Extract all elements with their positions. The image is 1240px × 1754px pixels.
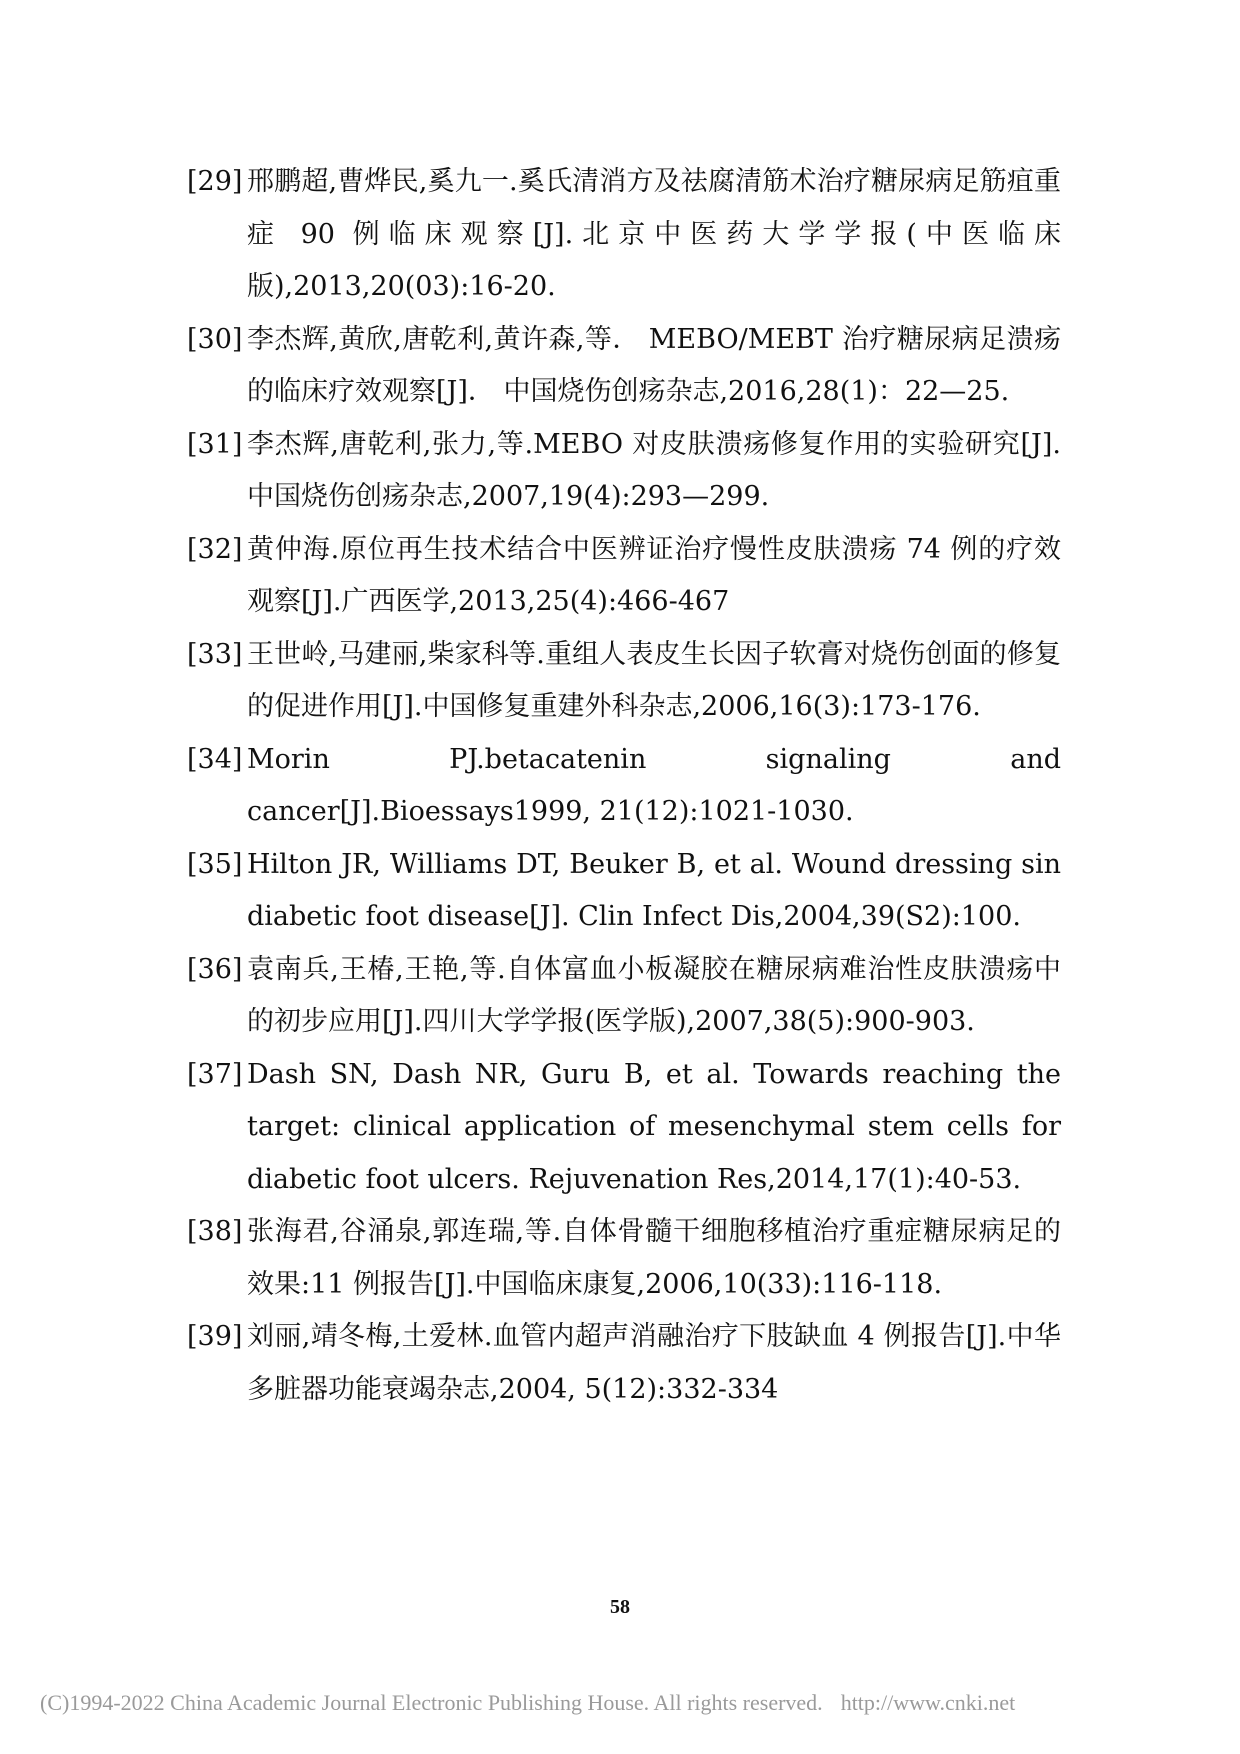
reference-number: [37]: [187, 1058, 243, 1090]
reference-number: [29]: [187, 166, 243, 197]
reference-item-30: [187, 314, 1061, 419]
reference-text: 王世岭,马建丽,柴家科等.重组人表皮生长因子软膏对烧伤创面的修复的促进作用[J].中国修复重建外科杂志,2006,16(3):173-176.: [247, 638, 1061, 722]
reference-number: [33]: [187, 638, 243, 670]
reference-number: [32]: [187, 533, 243, 565]
reference-item-29: [187, 156, 1061, 314]
reference-item-32: [187, 524, 1061, 629]
reference-text: 李杰辉,黄欣,唐乾利,黄许森,等． MEBO/MEBT 治疗糖尿病足溃疡的临床疗效观察[J]． 中国烧伤创疡杂志,2016,28(1)：22—25.: [247, 323, 1061, 407]
reference-item-34: [187, 734, 1061, 839]
reference-item-31: [187, 419, 1061, 524]
reference-number: [38]: [187, 1216, 243, 1247]
reference-text: 李杰辉,唐乾利,张力,等.MEBO 对皮肤溃疡修复作用的实验研究[J].中国烧伤创疡杂志,2007,19(4):293—299.: [247, 428, 1061, 512]
reference-text: Hilton JR, Williams DT, Beuker B, et al. Wound dressing sin diabetic foot disease[J]. Clin Infect Dis,2004,39(S2):100.: [247, 848, 1061, 932]
reference-number: [34]: [187, 743, 243, 775]
reference-text: 刘丽,靖冬梅,土爱林.血管内超声消融治疗下肢缺血 4 例报告[J].中华多脏器功能衰竭杂志,2004, 5(12):332-334: [247, 1321, 1061, 1405]
reference-item-35: [187, 839, 1061, 944]
reference-text: 张海君,谷涌泉,郭连瑞,等.自体骨髓干细胞移植治疗重症糖尿病足的效果:11 例报告[J].中国临床康复,2006,10(33):116-118.: [247, 1216, 1061, 1300]
reference-text: Morin PJ.betacatenin signaling and cancer[J].Bioessays1999, 21(12):1021-1030.: [247, 743, 1061, 827]
reference-item-39: [187, 1311, 1061, 1416]
copyright-footer: [40, 1690, 1015, 1716]
reference-item-37: [187, 1049, 1061, 1207]
footer-url: http://www.cnki.net: [840, 1690, 1016, 1715]
reference-list: [187, 156, 1061, 1416]
reference-text: 袁南兵,王椿,王艳,等.自体富血小板凝胶在糖尿病难治性皮肤溃疡中的初步应用[J].四川大学学报(医学版),2007,38(5):900-903.: [247, 953, 1061, 1037]
copyright-text: (C)1994-2022 China Academic Journal Electronic Publishing House. All rights reserved.: [40, 1690, 823, 1715]
reference-number: [30]: [187, 323, 243, 355]
reference-item-38: [187, 1206, 1061, 1311]
reference-text: Dash SN, Dash NR, Guru B, et al. Towards reaching the target: clinical application of mesenchymal stem cells for diabetic foot ulcers. Rejuvenation Res,2014,17(1):40-53.: [247, 1058, 1061, 1195]
reference-number: [31]: [187, 428, 243, 460]
reference-number: [39]: [187, 1321, 243, 1352]
page-number: 58: [610, 1596, 630, 1618]
reference-text: 黄仲海.原位再生技术结合中医辨证治疗慢性皮肤溃疡 74 例的疗效观察[J].广西医学,2013,25(4):466-467: [247, 533, 1061, 617]
reference-text: 邢鹏超,曹烨民,奚九一.奚氏清消方及祛腐清筋术治疗糖尿病足筋疽重症 90 例临床观察[J].北京中医药大学学报(中医临床版),2013,20(03):16-20.: [247, 166, 1061, 302]
reference-item-33: [187, 629, 1061, 734]
reference-item-36: [187, 944, 1061, 1049]
reference-number: [35]: [187, 848, 243, 880]
reference-number: [36]: [187, 953, 243, 985]
